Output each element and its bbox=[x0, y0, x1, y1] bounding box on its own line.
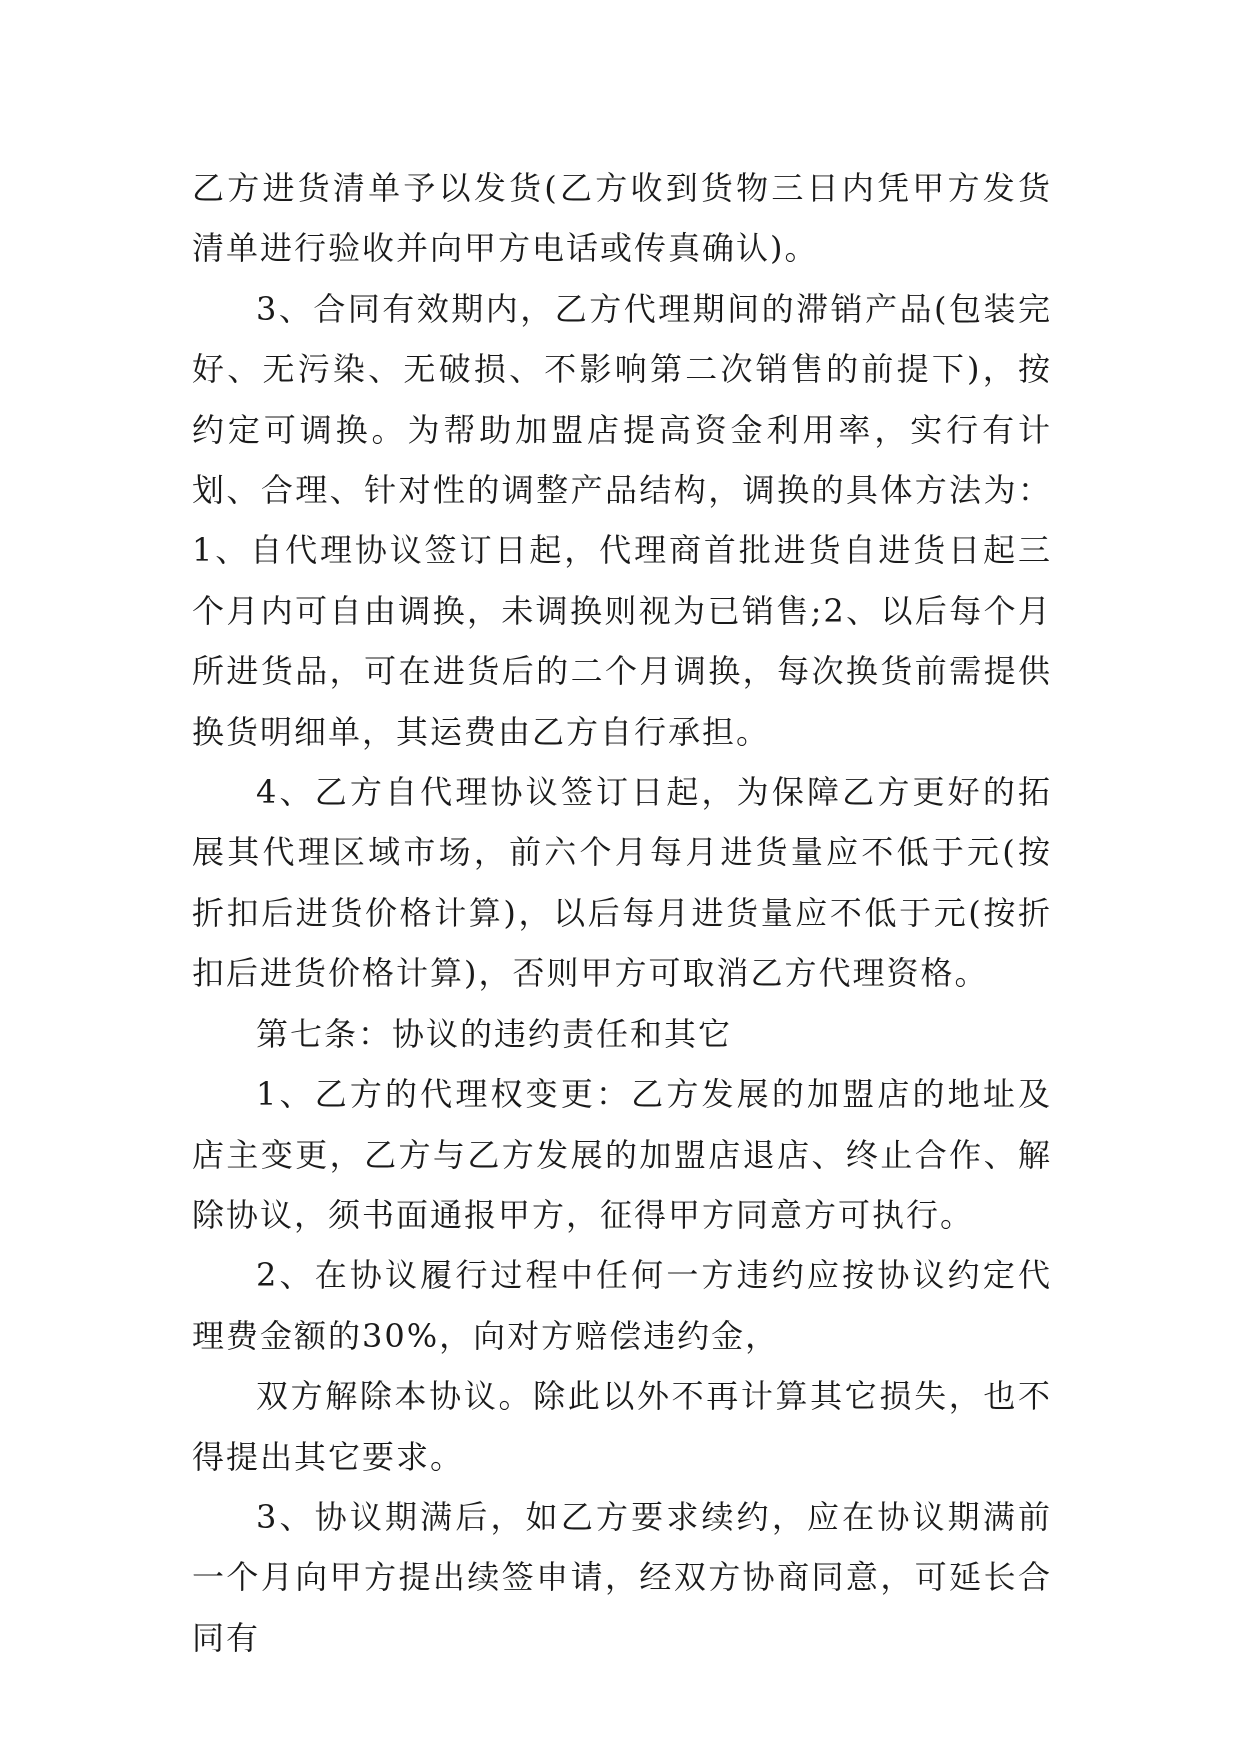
document-body bbox=[192, 158, 1052, 1668]
paragraph-termination: 双方解除本协议。除此以外不再计算其它损失，也不得提出其它要求。 bbox=[192, 1377, 1052, 1476]
paragraph-clause-1-agency-change: 1、乙方的代理权变更：乙方发展的加盟店的地址及店主变更，乙方与乙方发展的加盟店退店、终止合作、解除协议，须书面通报甲方，征得甲方同意方可执行。 bbox=[192, 1075, 1052, 1234]
paragraph-clause-3-renewal: 3、协议期满后，如乙方要求续约，应在协议期满前一个月向甲方提出续签申请，经双方协商同意，可延长合同有 bbox=[192, 1497, 1052, 1657]
section-heading-article-7: 第七条：协议的违约责任和其它 bbox=[256, 1014, 733, 1053]
paragraph-clause-3-exchange: 3、合同有效期内，乙方代理期间的滞销产品(包装完好、无污染、无破损、不影响第二次销售的前提下)，按约定可调换。为帮助加盟店提高资金利用率，实行有计划、合理、针对性的调整产品结构，调换的具体方法为：1、自代理协议签订日起，代理商首批进货自进货日起三个月内可自由调换，未调换则视为已销售;2、以后每个月所进货品，可在进货后的二个月调换，每次换货前需提供换货明细单，其运费由乙方自行承担。 bbox=[192, 289, 1052, 751]
paragraph-continuation: 乙方进货清单予以发货(乙方收到货物三日内凭甲方发货清单进行验收并向甲方电话或传真确认)。 bbox=[192, 169, 1052, 268]
paragraph-clause-4-purchase-volume: 4、乙方自代理协议签订日起，为保障乙方更好的拓展其代理区域市场，前六个月每月进货量应不低于元(按折扣后进货价格计算)，以后每月进货量应不低于元(按折扣后进货价格计算)，否则甲方可取消乙方代理资格。 bbox=[192, 773, 1052, 993]
paragraph-clause-2-breach: 2、在协议履行过程中任何一方违约应按协议约定代理费金额的30%，向对方赔偿违约金， bbox=[192, 1256, 1052, 1355]
